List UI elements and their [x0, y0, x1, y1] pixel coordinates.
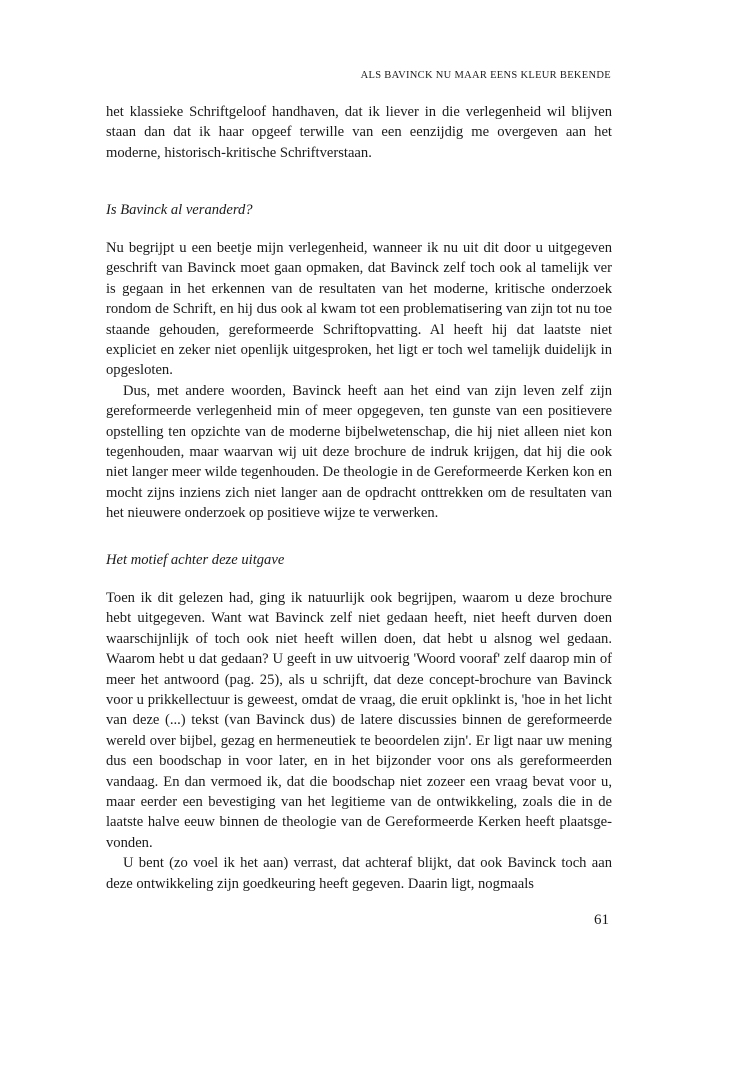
opening-paragraph-block [106, 102, 612, 163]
opening-paragraph: het klassieke Schriftgeloof handhaven, dat ik liever in die verlegenheid wil blijven staan dan dat ik haar opgeef terwille van een eenzijdig me overgeven aan het moderne, historisch-kritische Schriftverstaan. [106, 104, 612, 161]
page-number: 61 [594, 912, 609, 928]
section2-paragraph-1: Toen ik dit gelezen had, ging ik natuurlijk ook begrijpen, waarom u deze brochure hebt uitgegeven. Want wat Bavinck zelf niet gedaan heeft, niet heeft durven doen waarschijnlijk of toch ook niet heeft willen doen, dat hebt u alsnog wel gedaan. Waarom hebt u dat gedaan? U geeft in uw uitvoerig 'Woord vooraf' zelf daarop min of meer het antwoord (pag. 25), als u schrijft, dat deze concept-brochure van Bavinck voor u prikkellectuur is geweest, omdat de vraag, die eruit opklinkt is, 'hoe in het licht van deze (...) tekst (van Bavinck dus) de latere discussies binnen de gereformeerde wereld over bijbel, gezag en hermeneutiek te beoordelen zijn'. Er ligt naar uw mening dus een boodschap in voor later, en in het bijzonder voor ons als gereformeerden vandaag. En dan vermoed ik, dat die boodschap niet zozeer een vraag bevat voor u, maar eerder een bevestiging van het legitieme van de ontwikkeling, zoals die in de laatste halve eeuw binnen de theologie van de Gereformeerde Kerken heeft plaatsge-vonden. [106, 590, 612, 851]
section-heading-bavinck-veranderd: Is Bavinck al veranderd? [106, 202, 253, 218]
section-heading-motief: Het motief achter deze uitgave [106, 552, 285, 568]
running-head: ALS BAVINCK NU MAAR EENS KLEUR BEKENDE [360, 70, 611, 81]
section1-paragraph-1: Nu begrijpt u een beetje mijn verlegenheid, wanneer ik nu uit dit door u uitgegeven geschrift van Bavinck moet gaan opmaken, dat Bavinck zelf toch ook al tamelijk ver is gegaan in het erkennen van de resultaten van het moderne, kritische onderzoek rondom de Schrift, en hij dus ook al kwam tot een problematisering van zijn tot nu toe staande gehouden, gereformeerde Schriftopvatting. Al heeft hij dat laatste niet expliciet en zeker niet openlijk uitgesproken, het ligt er toch wel tamelijk duidelijk in opgesloten. [106, 240, 612, 379]
section2-body [106, 588, 612, 894]
section1-body [106, 238, 612, 524]
section1-paragraph-2: Dus, met andere woorden, Bavinck heeft aan het eind van zijn leven zelf zijn gereformeerde verlegenheid min of meer opgegeven, ten gunste van een positievere opstelling ten opzichte van de moderne bijbelwetenschap, die hij niet alleen niet kon tegenhouden, maar waarvan wij uit deze brochure de indruk krijgen, dat hij die ook niet langer meer wilde tegenhouden. De theologie in de Gereformeerde Kerken kon en mocht zijns inziens zich niet langer aan de opdracht onttrekken om de resultaten van het nieuwere onderzoek op positieve wijze te verwerken. [106, 382, 612, 522]
section2-paragraph-2: U bent (zo voel ik het aan) verrast, dat achteraf blijkt, dat ook Bavinck toch aan deze ontwikkeling zijn goedkeuring heeft gegeven. Daarin ligt, nogmaals [106, 855, 612, 892]
